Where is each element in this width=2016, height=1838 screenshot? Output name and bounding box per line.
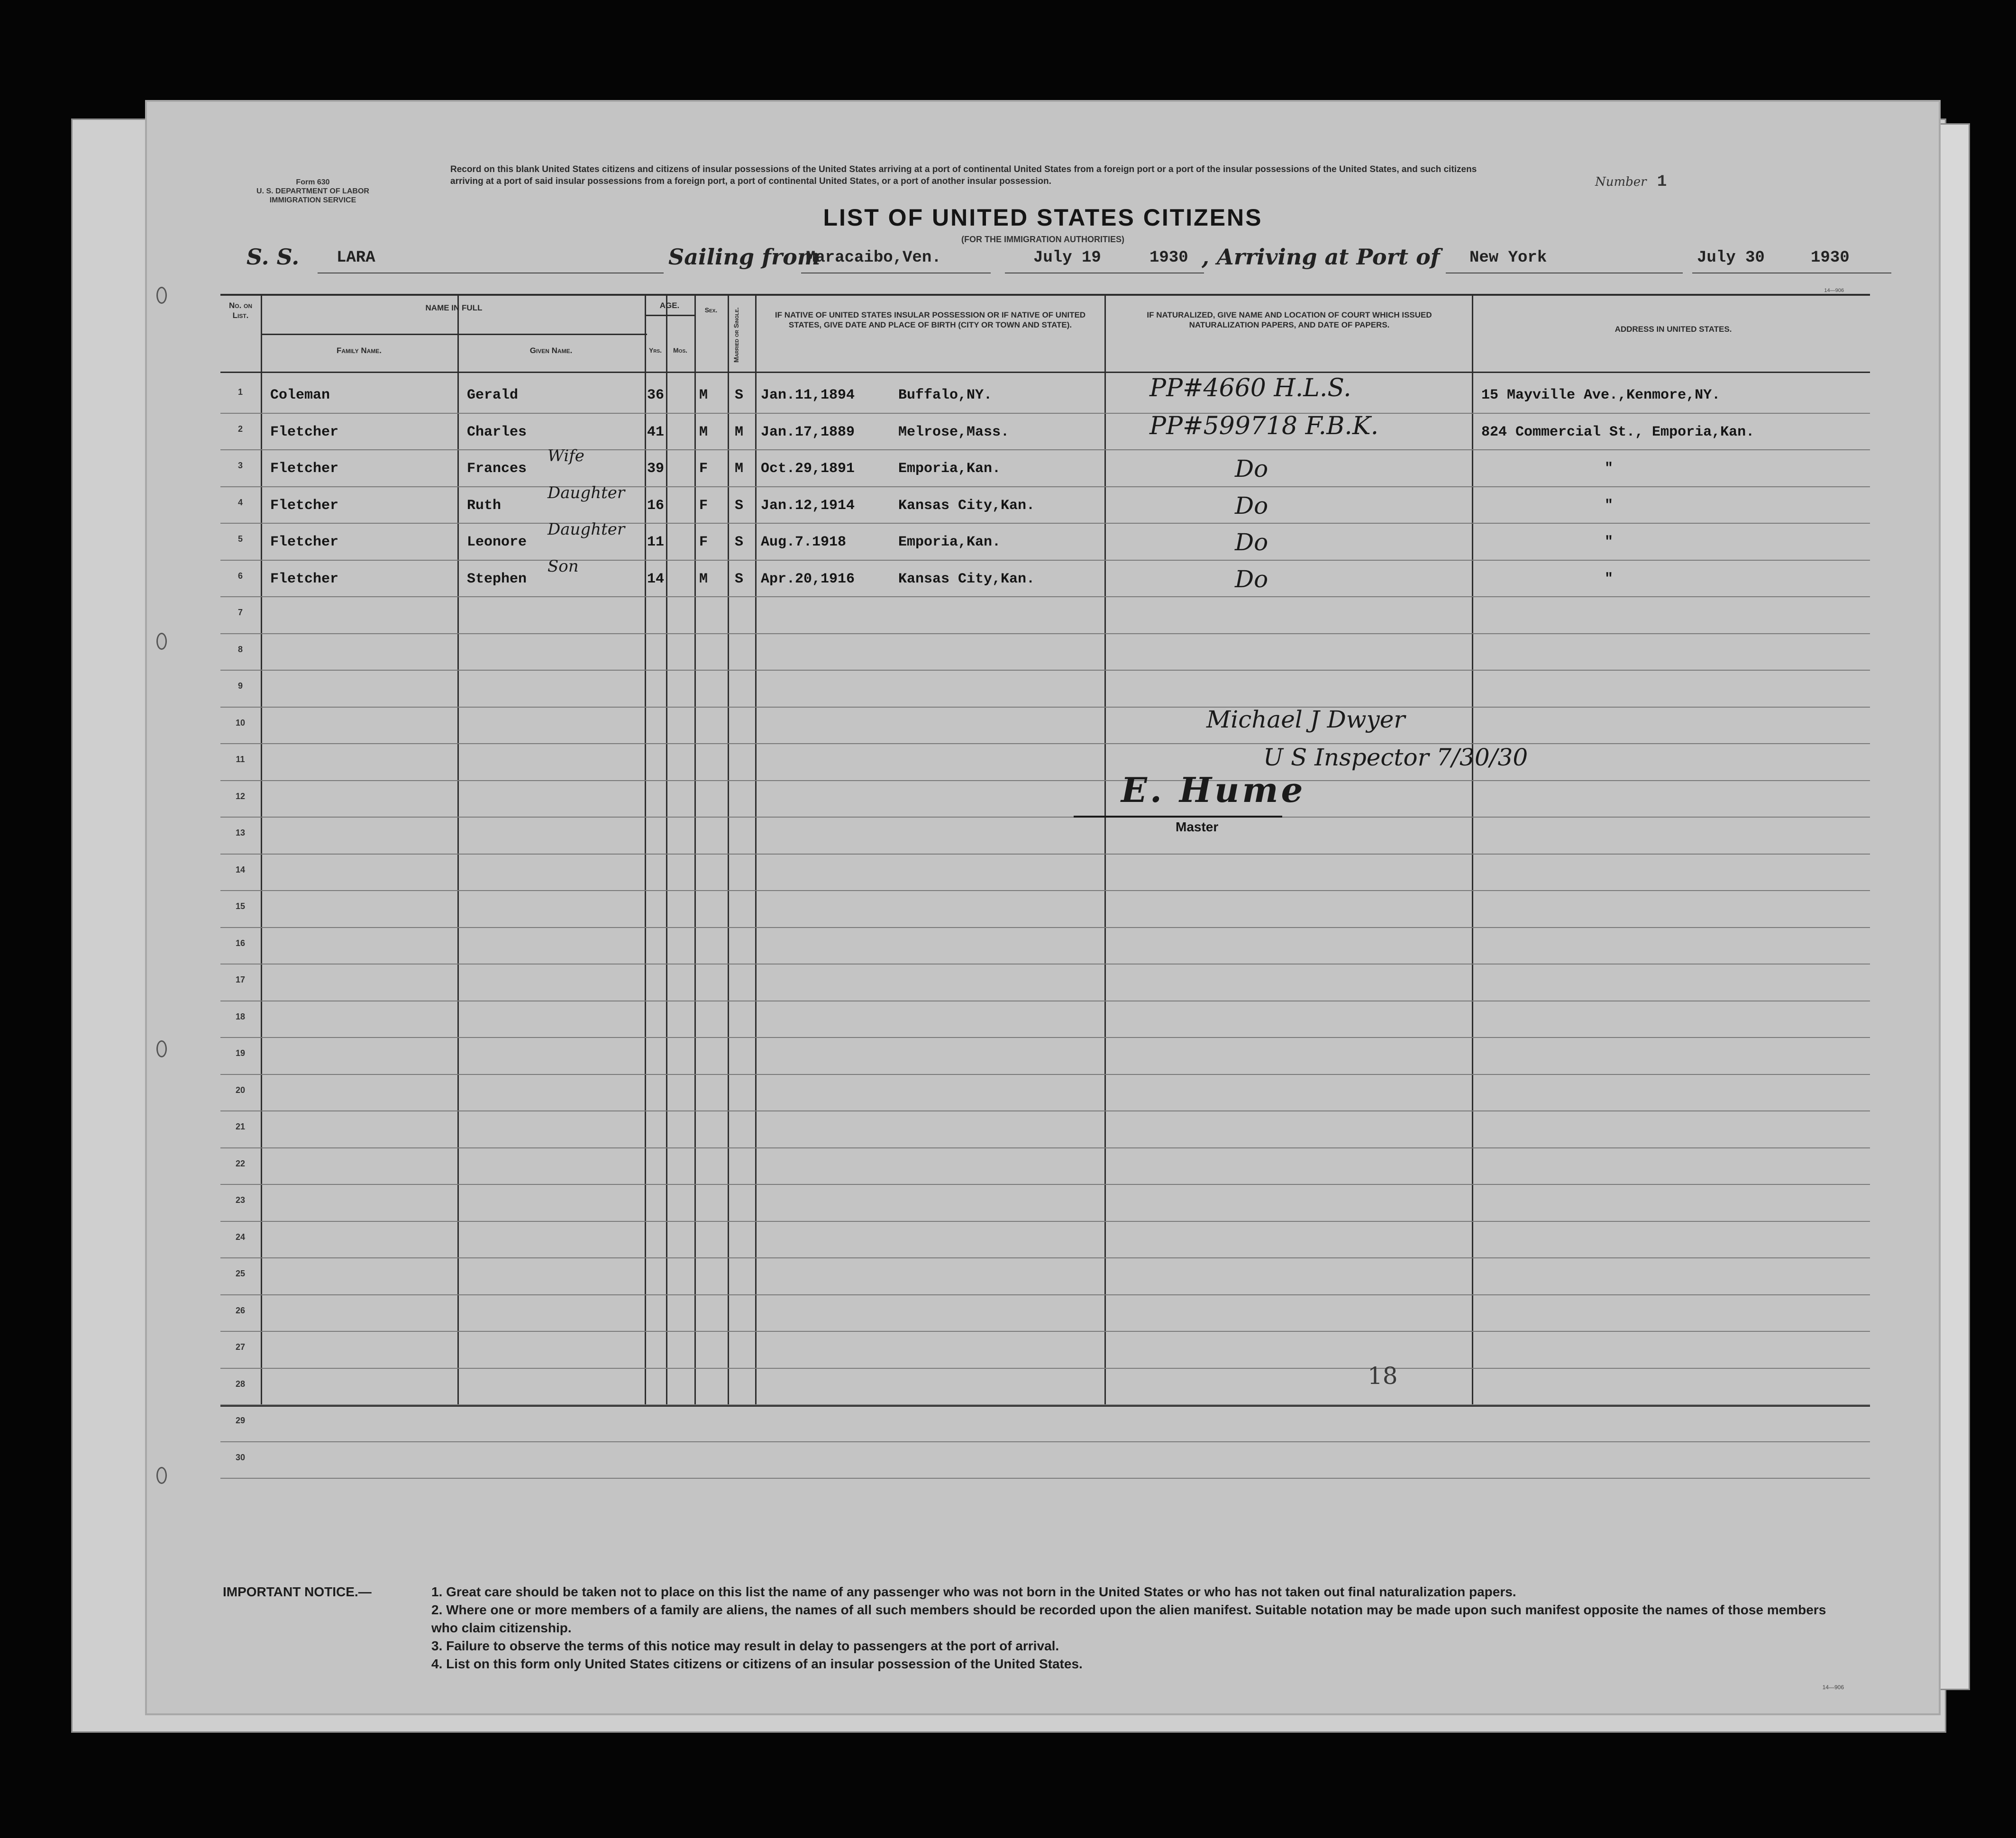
page-number: 18	[1368, 1362, 1398, 1390]
binding-hole	[156, 1467, 167, 1484]
row-number: 16	[235, 938, 246, 948]
row-number: 20	[235, 1085, 246, 1095]
arrival-year: 1930	[1811, 249, 1850, 267]
sex-cell: M	[699, 387, 708, 403]
row-rule	[220, 486, 1870, 487]
row-number: 13	[235, 828, 246, 837]
given-name-cell: Gerald	[467, 387, 519, 403]
given-name-cell: Charles	[467, 424, 527, 440]
list-number	[1595, 173, 1667, 191]
row-number: 29	[235, 1416, 246, 1425]
arrival-date: July 30	[1697, 249, 1765, 267]
row-number: 3	[237, 461, 243, 470]
row-number: 11	[236, 755, 245, 764]
arrival-port: New York	[1469, 249, 1547, 267]
sex-cell: F	[699, 461, 708, 477]
family-name-cell: Coleman	[270, 387, 330, 403]
birth-date-cell: Jan.12,1914	[761, 497, 855, 514]
birth-place-cell: Buffalo,NY.	[898, 387, 993, 403]
col-header-given-name: Given Name.	[529, 346, 573, 355]
row-number: 28	[235, 1379, 246, 1389]
age-cell: 39	[647, 461, 665, 477]
row-rule	[220, 1221, 1870, 1222]
age-cell: 14	[647, 571, 665, 587]
row-rule	[220, 707, 1870, 708]
birth-place-cell: Melrose,Mass.	[898, 424, 1010, 440]
row-rule	[220, 523, 1870, 524]
birth-date-cell: Aug.7.1918	[761, 534, 847, 550]
master-label: Master	[1176, 819, 1219, 834]
row-rule	[220, 817, 1870, 818]
row-rule	[220, 560, 1870, 561]
row-number: 10	[235, 718, 246, 728]
row-rule	[220, 1037, 1870, 1038]
row-number: 19	[235, 1048, 246, 1058]
passenger-table	[220, 294, 1870, 1462]
naturalization-entry: PP#4660 H.L.S.	[1149, 374, 1351, 402]
row-number: 24	[235, 1232, 246, 1242]
inspector-title: U S Inspector 7/30/30	[1263, 744, 1528, 771]
voyage-header	[246, 244, 1896, 277]
notice-item: 2. Where one or more members of a family are aliens, the names of all such members should be recorded upon the alien manifest. Suitable notation may be made upon such manifest opposite the names of those members who claim citizenship.	[431, 1602, 1826, 1635]
notice-item: 3. Failure to observe the terms of this notice may result in delay to passengers at the port of arrival.	[431, 1638, 1059, 1653]
ship-name: LARA	[337, 249, 375, 267]
inspector-signature: Michael J Dwyer	[1206, 706, 1405, 733]
col-header-naturalized: IF NATURALIZED, GIVE NAME AND LOCATION OF COURT WHICH ISSUED NATURALIZATION PAPERS, AND DATE OF PAPERS.	[1147, 310, 1432, 329]
birth-date-cell: Apr.20,1916	[761, 571, 855, 587]
col-header-address: ADDRESS IN UNITED STATES.	[1615, 325, 1732, 334]
address-cell: "	[1605, 534, 1614, 550]
row-rule	[220, 670, 1870, 671]
form-number: Form 630	[296, 178, 330, 186]
page-subtitle: (FOR THE IMMIGRATION AUTHORITIES)	[961, 235, 1124, 244]
marital-status-cell: S	[735, 534, 744, 550]
row-number: 2	[237, 424, 243, 434]
col-header-mos: Mos.	[673, 346, 687, 354]
sex-cell: F	[699, 534, 708, 550]
marital-status-cell: S	[735, 387, 744, 403]
address-cell: "	[1605, 571, 1614, 587]
form-instructions: Record on this blank United States citizens and citizens of insular possessions of the United States arriving at a port of continental United States from a foreign port or a port of the insular possessions of the United States, and such citizens arriving at a port of said insular possessions from a foreign port, a port of continental United States, or a port of another insular possession.	[450, 164, 1477, 186]
notice-lead: IMPORTANT NOTICE.—	[223, 1584, 372, 1599]
number-value: 1	[1657, 173, 1667, 191]
address-cell: "	[1605, 497, 1614, 514]
department-label: U. S. DEPARTMENT OF LABOR	[256, 187, 369, 195]
given-name-cell: Ruth	[467, 497, 502, 514]
relation-note: Son	[547, 556, 579, 576]
row-rule	[220, 1294, 1870, 1295]
col-header-age: AGE.	[659, 301, 680, 310]
binding-hole	[156, 633, 167, 650]
row-rule	[220, 449, 1870, 450]
birth-date-cell: Jan.11,1894	[761, 387, 855, 403]
row-rule	[220, 1441, 1870, 1442]
row-number: 18	[235, 1011, 246, 1021]
birth-date-cell: Jan.17,1889	[761, 424, 855, 440]
row-rule	[220, 1257, 1870, 1258]
birth-place-cell: Kansas City,Kan.	[898, 497, 1035, 514]
naturalization-entry: Do	[1235, 528, 1268, 556]
row-rule	[220, 1184, 1870, 1185]
service-label: IMMIGRATION SERVICE	[269, 196, 356, 204]
row-number: 22	[235, 1158, 246, 1168]
signature-underline	[1074, 816, 1282, 818]
age-cell: 41	[647, 424, 665, 440]
given-name-cell: Frances	[467, 461, 527, 477]
sex-cell: M	[699, 424, 708, 440]
family-name-cell: Fletcher	[270, 497, 339, 514]
given-name-cell: Leonore	[467, 534, 527, 550]
relation-note: Wife	[547, 446, 584, 465]
age-cell: 16	[647, 497, 665, 514]
relation-note: Daughter	[547, 483, 625, 502]
binding-hole	[156, 287, 167, 304]
family-name-cell: Fletcher	[270, 461, 339, 477]
family-name-cell: Fletcher	[270, 571, 339, 587]
row-rule	[220, 413, 1870, 414]
row-rule	[220, 1110, 1870, 1111]
notice-item: 4. List on this form only United States citizens or citizens of an insular possession of the United States.	[431, 1656, 1083, 1671]
col-header-married: Married or Single.	[732, 307, 740, 363]
row-rule	[220, 1368, 1870, 1369]
row-number: 6	[237, 571, 243, 581]
binding-hole	[156, 1040, 167, 1057]
given-name-cell: Stephen	[467, 571, 527, 587]
row-number: 17	[235, 975, 246, 984]
row-number: 12	[235, 791, 246, 801]
row-number: 26	[235, 1305, 246, 1315]
age-cell: 36	[647, 387, 665, 403]
birth-date-cell: Oct.29,1891	[761, 461, 855, 477]
notice-list	[431, 1583, 1853, 1673]
row-number: 25	[235, 1269, 246, 1278]
naturalization-entry: Do	[1235, 491, 1268, 519]
manifest-sheet	[147, 102, 1939, 1713]
marital-status-cell: M	[735, 461, 744, 477]
row-rule	[220, 1404, 1870, 1405]
row-rule	[220, 854, 1870, 855]
address-cell: 824 Commercial St., Emporia,Kan.	[1481, 424, 1755, 440]
row-number: 1	[237, 387, 243, 397]
number-label: Number	[1595, 175, 1647, 189]
birth-place-cell: Emporia,Kan.	[898, 461, 1001, 477]
row-number: 9	[237, 681, 243, 691]
sailing-from: Maracaibo,Ven.	[806, 249, 941, 267]
address-cell: "	[1605, 461, 1614, 477]
row-rule	[220, 780, 1870, 781]
row-number: 23	[235, 1195, 246, 1205]
col-header-no: No. on List.	[228, 301, 253, 320]
notice-item: 1. Great care should be taken not to place on this list the name of any passenger who was not born in the United States or who has not taken out final naturalization papers.	[431, 1584, 1516, 1599]
naturalization-entry: PP#599718 F.B.K.	[1149, 412, 1379, 440]
row-number: 8	[237, 644, 243, 654]
row-rule	[220, 1074, 1870, 1075]
col-header-family-name: Family Name.	[336, 346, 382, 355]
master-signature: E. Hume	[1121, 770, 1306, 810]
sailing-label: Sailing from	[668, 244, 821, 270]
form-code: 14—906	[1822, 1684, 1844, 1691]
family-name-cell: Fletcher	[270, 424, 339, 440]
marital-status-cell: M	[735, 424, 744, 440]
naturalization-entry: Do	[1235, 565, 1268, 593]
sail-date: July 19	[1033, 249, 1101, 267]
page-title: LIST OF UNITED STATES CITIZENS	[823, 204, 1263, 231]
birth-place-cell: Emporia,Kan.	[898, 534, 1001, 550]
sex-cell: F	[699, 497, 708, 514]
sex-cell: M	[699, 571, 708, 587]
arriving-label: , Arriving at Port of	[1202, 244, 1440, 270]
row-number: 4	[237, 497, 243, 507]
row-number: 14	[235, 864, 246, 874]
birth-place-cell: Kansas City,Kan.	[898, 571, 1035, 587]
row-number: 5	[237, 534, 243, 544]
ss-label: S. S.	[246, 244, 300, 270]
row-rule	[220, 1147, 1870, 1148]
row-rule	[220, 1478, 1870, 1479]
row-rule	[220, 1331, 1870, 1332]
row-rule	[220, 633, 1870, 634]
naturalization-entry: Do	[1235, 455, 1268, 482]
col-header-birth: IF NATIVE OF UNITED STATES INSULAR POSSESSION OR IF NATIVE OF UNITED STATES, GIVE DATE AND PLACE OF BIRTH (CITY OR TOWN AND STATE).	[775, 310, 1086, 329]
address-cell: 15 Mayville Ave.,Kenmore,NY.	[1481, 387, 1721, 403]
row-rule	[220, 743, 1870, 744]
age-cell: 11	[647, 534, 665, 550]
col-header-yrs: Yrs.	[648, 346, 662, 354]
col-header-name-in-full: NAME IN FULL	[425, 303, 483, 312]
relation-note: Daughter	[547, 520, 625, 539]
sail-year: 1930	[1149, 249, 1188, 267]
row-number: 15	[235, 901, 246, 911]
row-number: 21	[235, 1122, 246, 1131]
row-number: 7	[237, 608, 243, 617]
row-rule	[220, 927, 1870, 928]
row-number: 30	[235, 1452, 246, 1462]
row-rule	[220, 596, 1870, 597]
row-number: 27	[235, 1342, 246, 1352]
print-note: 14—906	[1824, 288, 1844, 293]
marital-status-cell: S	[735, 497, 744, 514]
col-header-sex: Sex.	[704, 306, 718, 314]
marital-status-cell: S	[735, 571, 744, 587]
row-rule	[220, 890, 1870, 891]
family-name-cell: Fletcher	[270, 534, 339, 550]
form-identifier	[228, 178, 398, 205]
